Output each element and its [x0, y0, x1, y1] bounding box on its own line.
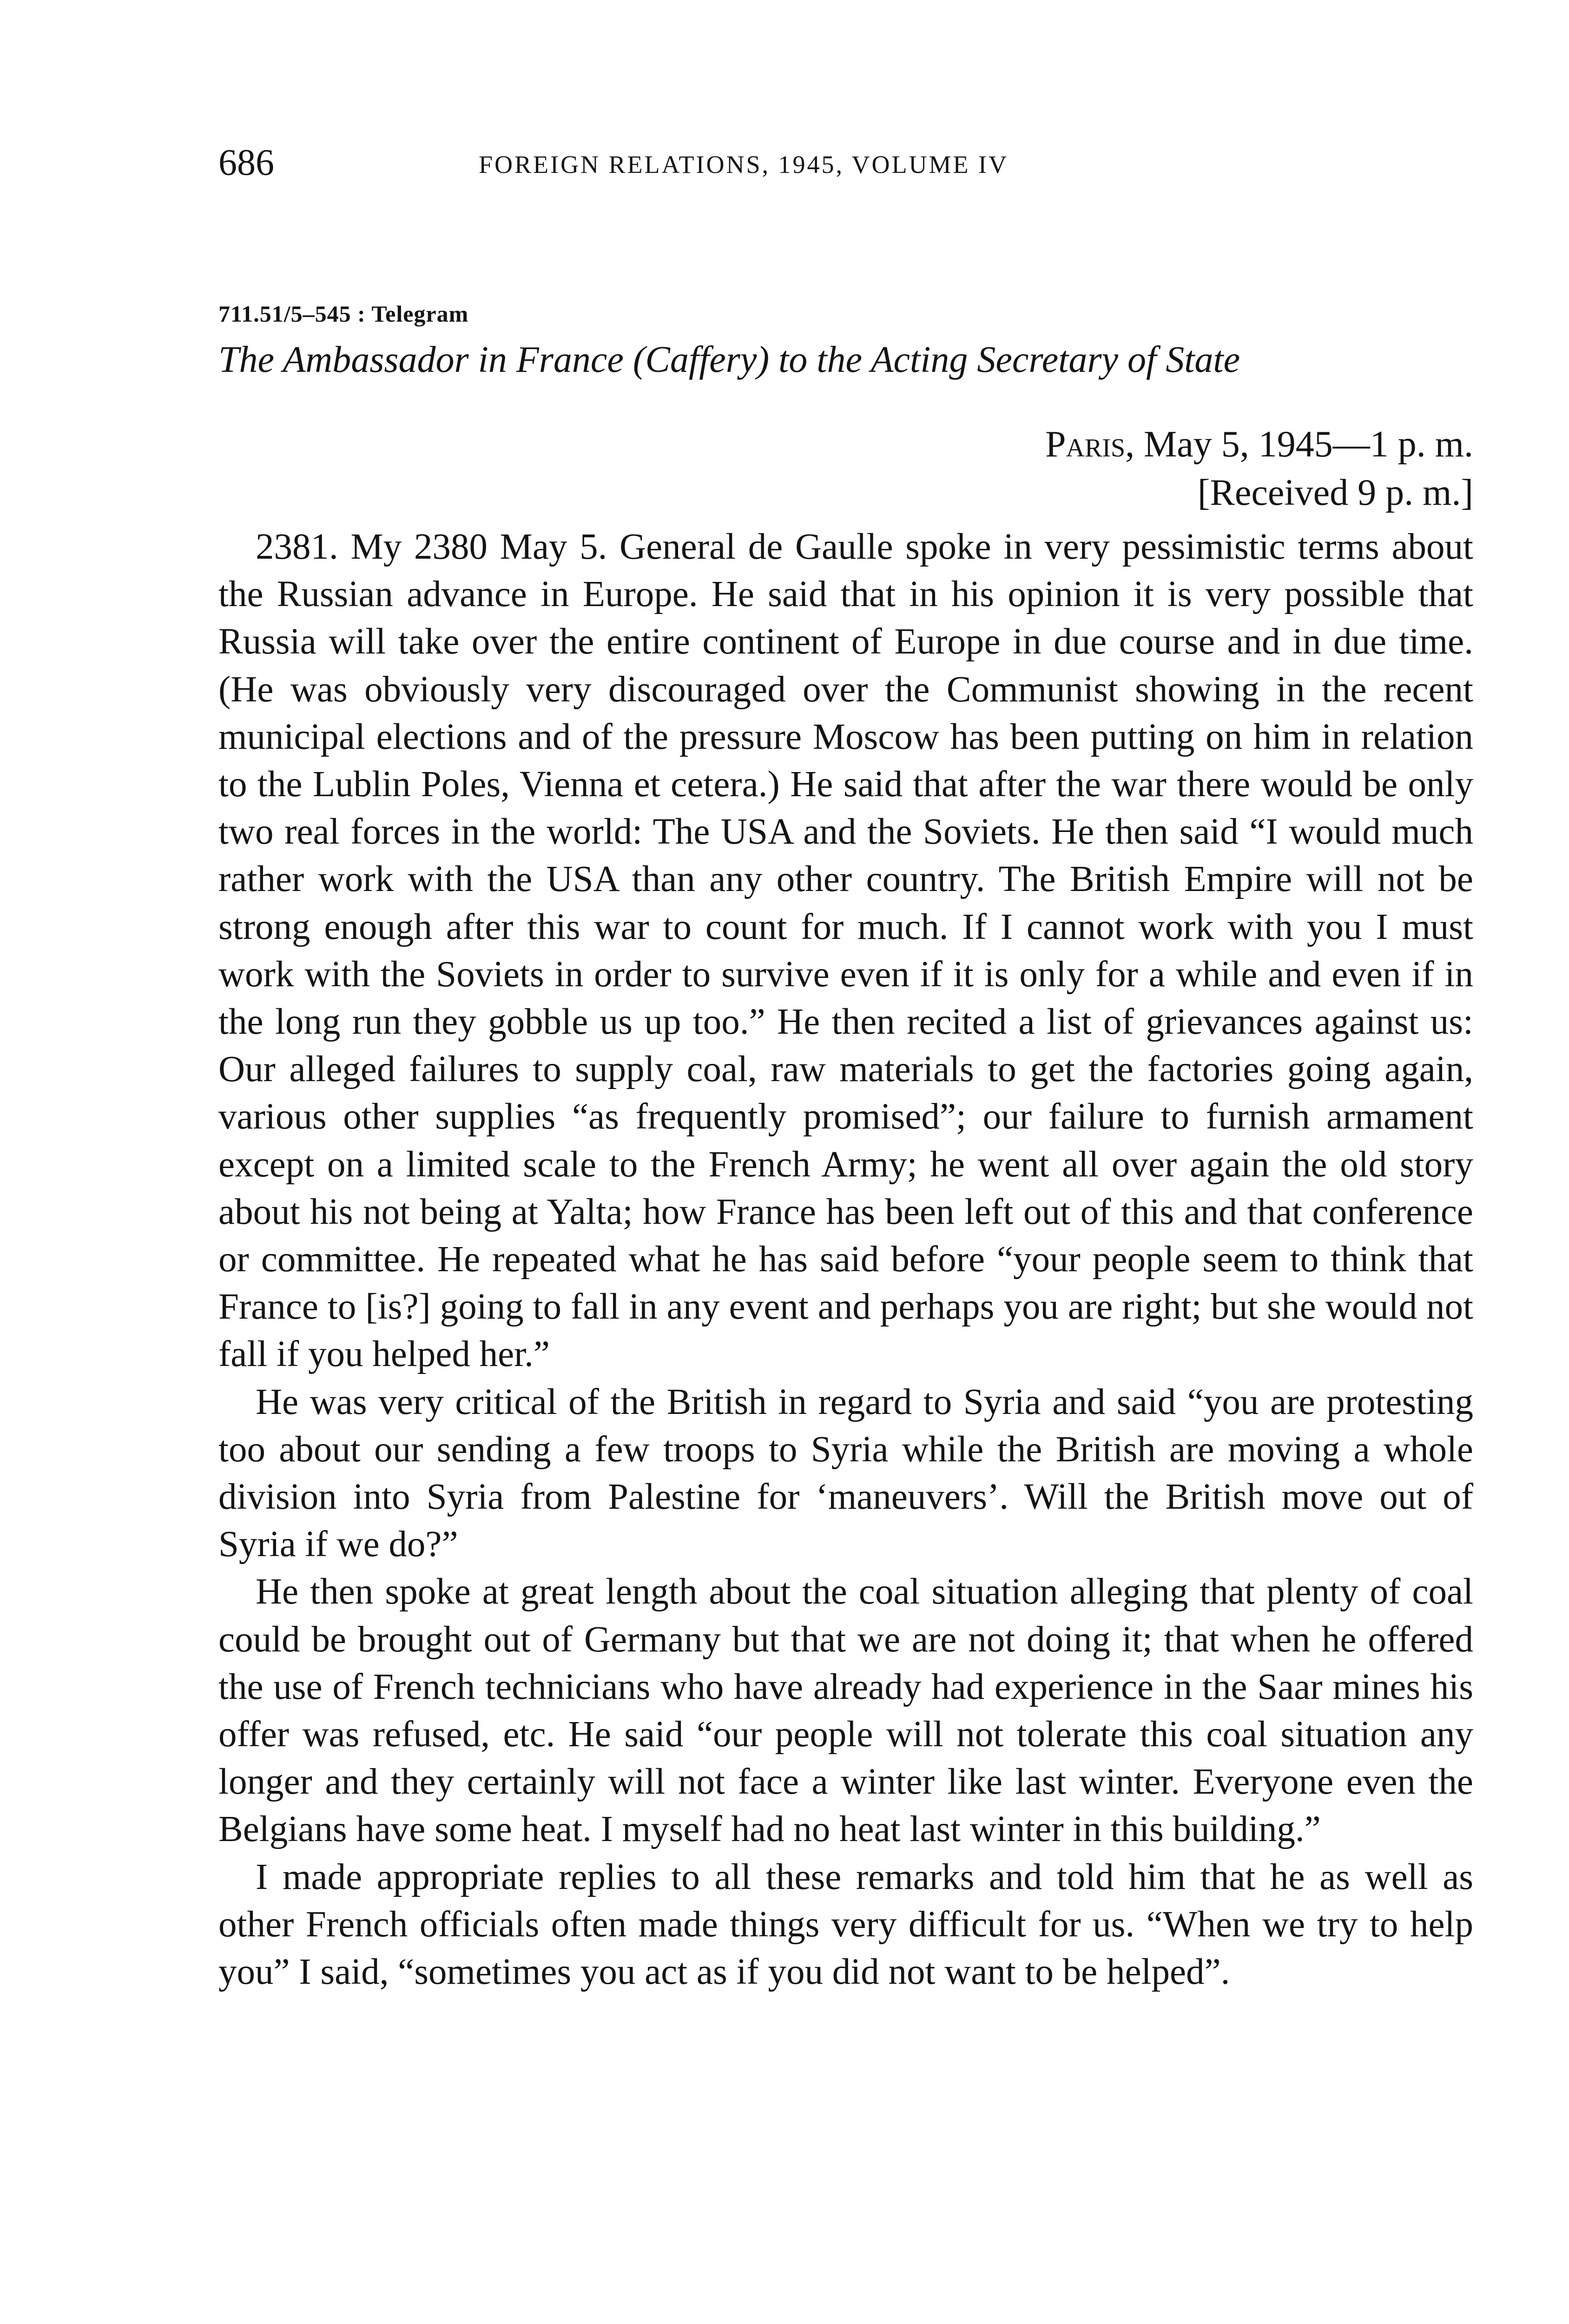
paragraph-1: 2381. My 2380 May 5. General de Gaulle spoke in very pessimistic terms about the Russian advance in Europe. He said that in his opinion it is very possible that Russia will take over the entire continent of Europe in due course and in due time. (He was obviously very discouraged over the Communist showing in the recent municipal elections and of the pressure Moscow has been putting on him in relation to the Lublin Poles, Vienna et cetera.) He said that after the war there would be only two real forces in the world: The USA and the Soviets. He then said “I would much rather work with the USA than any other country. The British Empire will not be strong enough after this war to count for much. If I cannot work with you I must work with the Soviets in order to survive even if it is only for a while and even if in the long run they gobble us up too.” He then recited a list of grievances against us: Our alleged failures to supply coal, raw materials to get the factories going again, various other supplies “as frequently promised”; our failure to furnish armament except on a limited scale to the French Army; he went all over again the old story about his not being at Yalta; how France has been left out of this and that conference or committee. He repeated what he has said before “your people seem to think that France to [is?] going to fall in any event and perhaps you are right; but she would not fall if you helped her.” — [218, 527, 1473, 1375]
page-number: 686 — [218, 142, 274, 183]
received-line: [Received 9 p. m.] — [1197, 472, 1473, 513]
place-name: Paris, — [1045, 424, 1135, 465]
file-reference: 711.51/5–545 : Telegram — [218, 301, 469, 327]
document-title: The Ambassador in France (Caffery) to the Acting Secretary of State — [218, 339, 1240, 380]
dateline — [218, 420, 1473, 517]
paragraph-3: He then spoke at great length about the coal situation alleging that plenty of coal could be brought out of Germany but that we are not doing it; that when he offered the use of French technicians who have already had experience in the Saar mines his offer was refused, etc. He said “our people will not tolerate this coal situation any longer and they certainly will not face a winter like last winter. Everyone even the Belgians have some heat. I myself had no heat last winter in this building.” — [218, 1571, 1473, 1850]
paragraph-2: He was very critical of the British in regard to Syria and said “you are protesting too about our sending a few troops to Syria while the British are moving a whole division into Syria from Palestine for ‘maneuvers’. Will the British move out of Syria if we do?” — [218, 1381, 1473, 1565]
running-head — [218, 139, 1473, 191]
telegram-body — [218, 523, 1473, 1996]
date-time: May 5, 1945—1 p. m. — [1134, 424, 1473, 465]
document-page — [218, 139, 1473, 1996]
paragraph-4: I made appropriate replies to all these remarks and told him that he as well as other French officials often made things very difficult for us. “When we try to help you” I said, “sometimes you act as if you did not want to be helped”. — [218, 1856, 1473, 1993]
sent-line — [218, 420, 1473, 469]
running-title: FOREIGN RELATIONS, 1945, VOLUME IV — [479, 151, 1009, 178]
